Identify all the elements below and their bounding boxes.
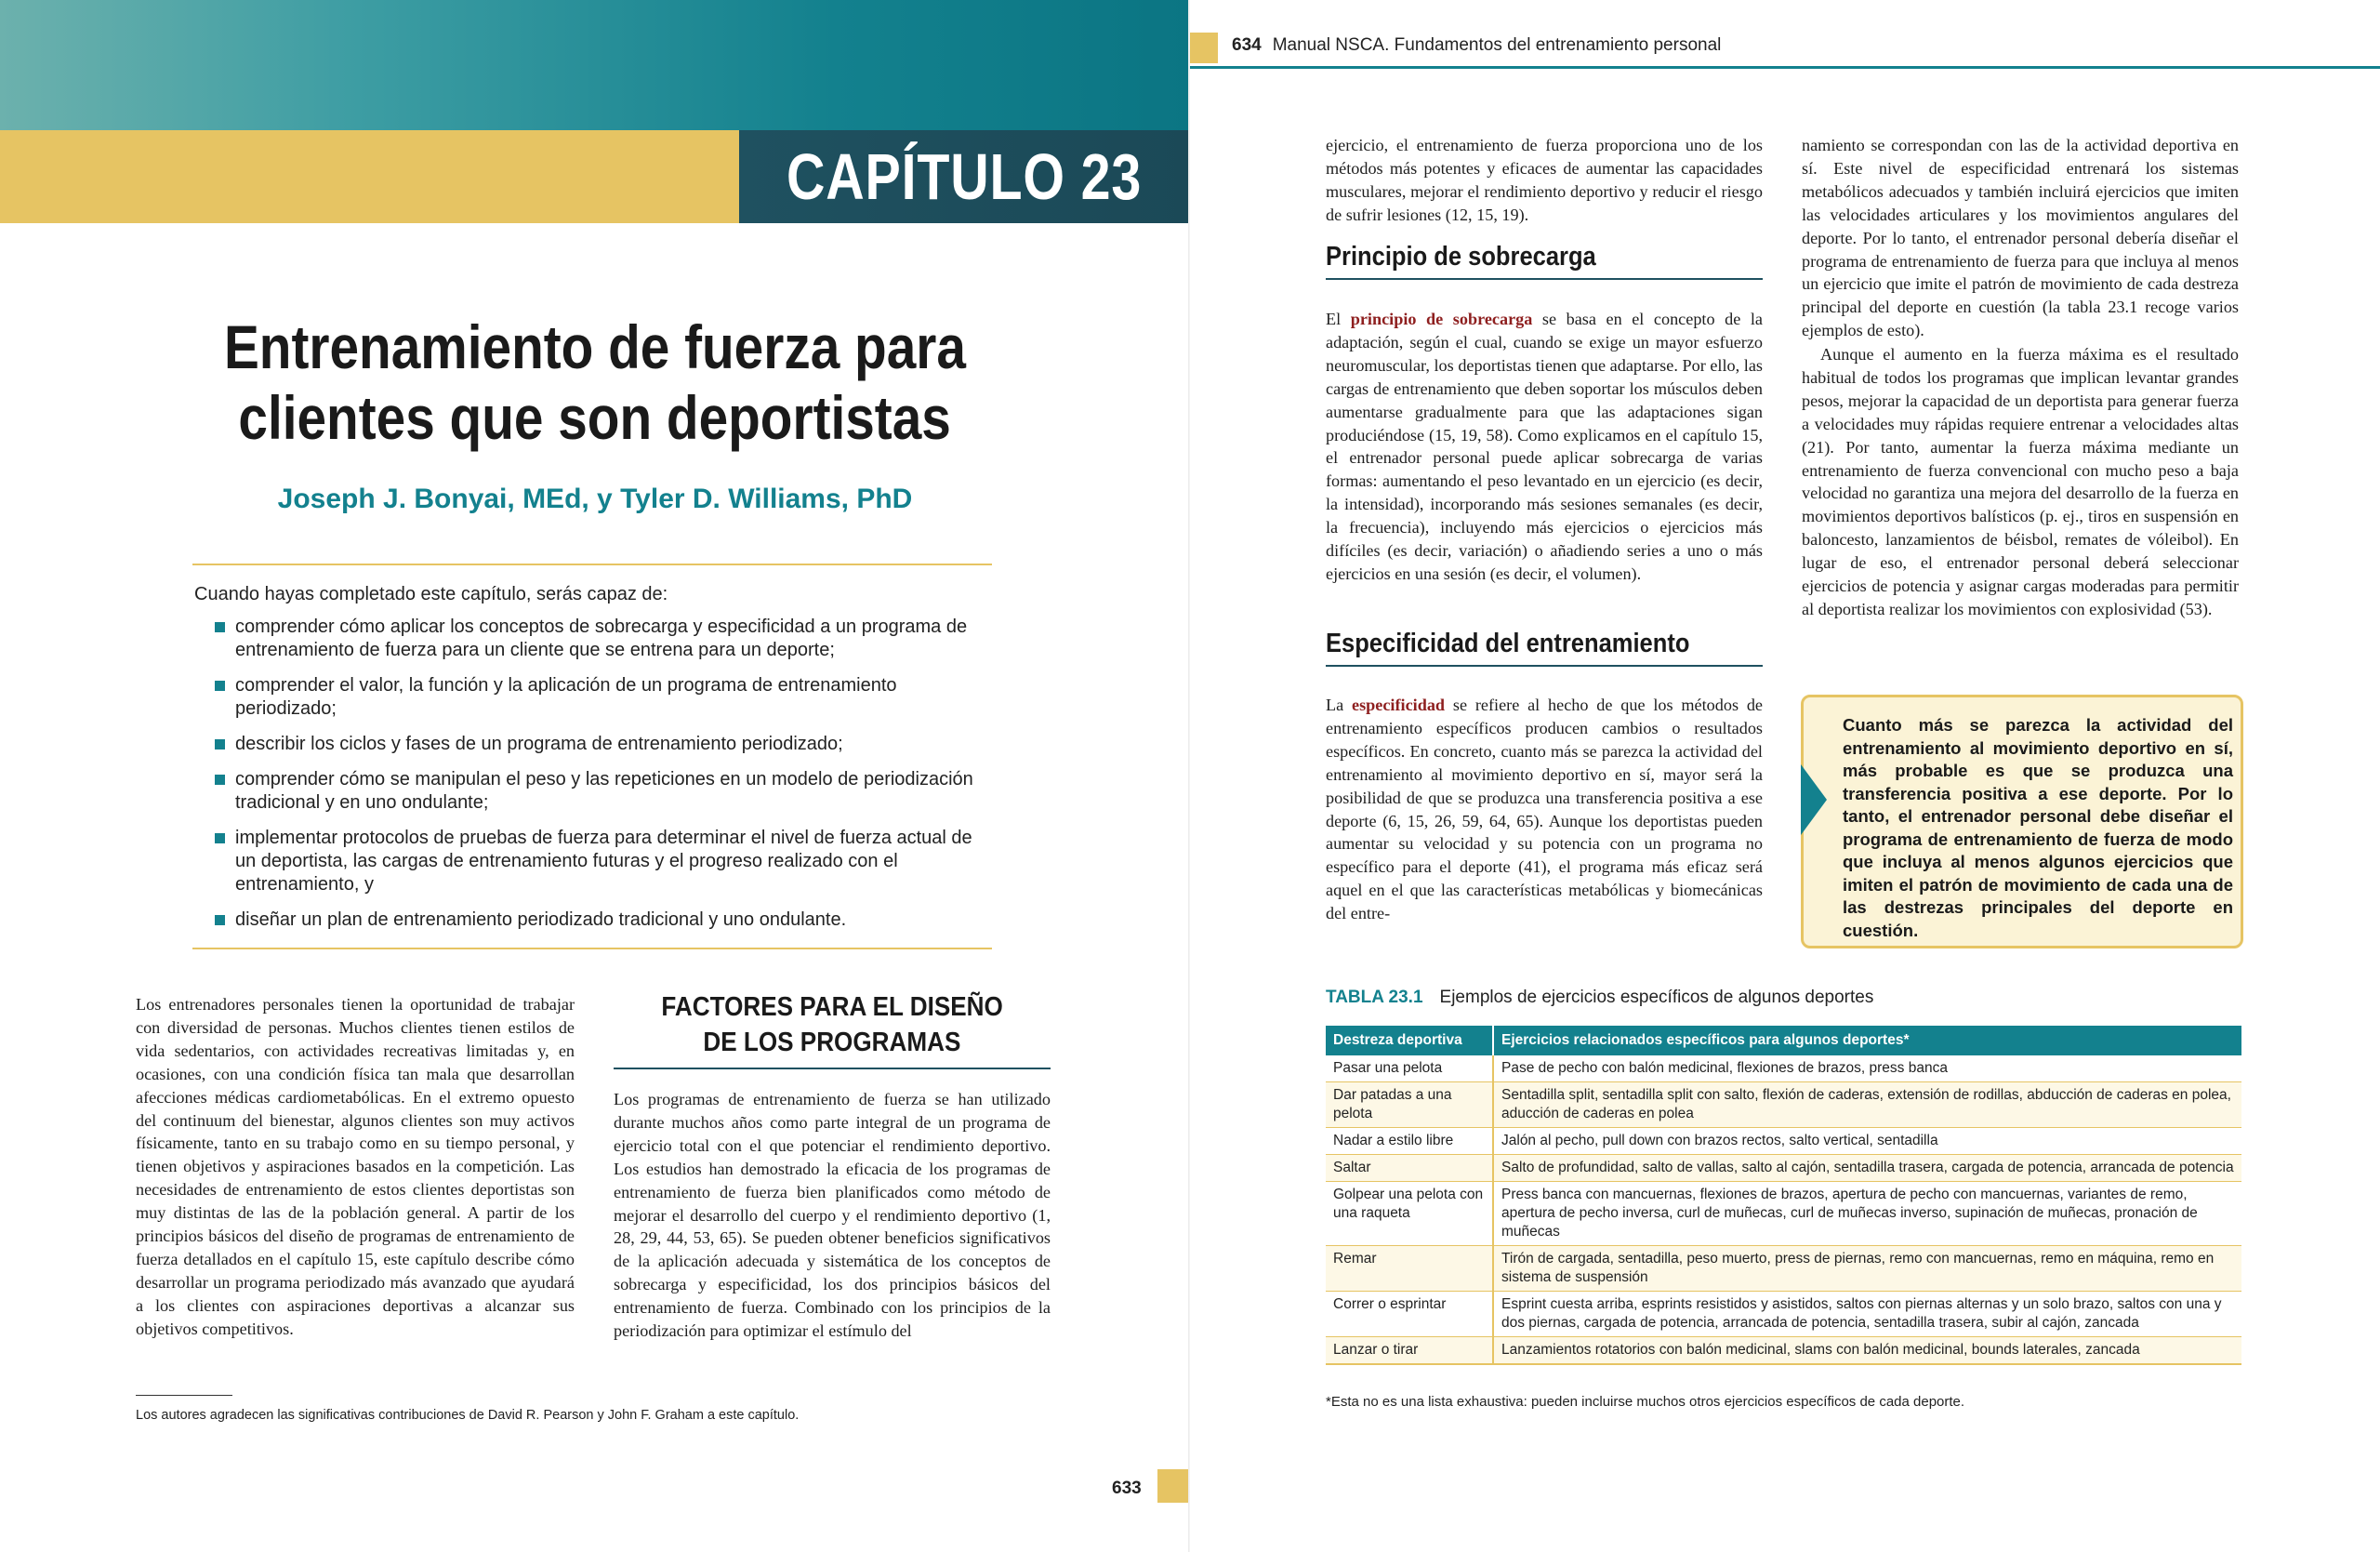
objective-item: comprender el valor, la función y la aplicación de un programa de entrenamiento periodizado;	[192, 674, 992, 721]
running-head	[1232, 35, 1721, 56]
table-cell-skill: Lanzar o tirar	[1326, 1337, 1493, 1365]
specificity-heading-text: Especificidad del entrenamiento	[1326, 629, 1690, 658]
table-cell-exercises: Salto de profundidad, salto de vallas, salto al cajón, sentadilla trasera, cargada de potencia, arrancada de potencia	[1493, 1155, 2241, 1182]
objectives-list	[192, 616, 992, 932]
specificity-paragraph	[1326, 694, 1763, 925]
table-cell-exercises: Esprint cuesta arriba, esprints resistidos y asistidos, saltos con piernas alternas y un solo brazo, saltos con una y dos piernas, cargada de potencia, arrancada de potencia, sentadilla trasera, subir al cajón, zancada	[1493, 1292, 2241, 1337]
overload-post: se basa en el concepto de la adaptación, según el cual, cuando se exige un mayor esfuerzo neuromuscular, los deportistas tienen que adaptarse. Por ello, las cargas de entrenamiento que deben soportar los músculos deben aumentarse gradualmente para que las adaptaciones sigan produciéndose (15, 19, 58). Como explicamos en el capítulo 15, el entrenador personal puede aplicar sobrecarga de varias formas: aumentando el peso levantado en un ejercicio (es decir, la intensidad), incorporando más sesiones semanales (es decir, la frecuencia), incluyendo más ejercicios o ejercicios más difíciles (es decir, variación) o añadiendo series a uno o más ejercicios en una sesión (es decir, el volumen).	[1326, 310, 1763, 583]
overload-heading	[1326, 242, 1763, 280]
specificity-heading	[1326, 629, 1763, 667]
page-number-tab-left	[1157, 1469, 1190, 1503]
running-head-rule	[1190, 66, 2380, 69]
overload-paragraph	[1326, 308, 1763, 586]
callout-text: Cuanto más se parezca la actividad del entrenamiento al movimiento deportivo en sí, más probable es que se produzca una transferencia positiva a ese deporte. Por lo tanto, el entrenador personal debe diseñar el programa de entrenamiento de fuerza de modo que incluya al menos algunos ejercicios que imiten el patrón de movimiento de cada una de las destrezas principales del deporte en cuestión.	[1843, 715, 2233, 940]
table-row	[1326, 1182, 2241, 1246]
table-label: TABLA 23.1	[1326, 988, 1423, 1007]
table-cell-exercises: Press banca con mancuernas, flexiones de brazos, apertura de pecho con mancuernas, variantes de remo, apertura de pecho inversa, curl de muñecas, curl de muñecas inverso, supinación de muñecas, pronación de muñecas	[1493, 1182, 2241, 1246]
table-cell-skill: Remar	[1326, 1246, 1493, 1292]
specificity-post: se refiere al hecho de que los métodos de entrenamiento específicos producen cambios o resultados específicos. En concreto, cuanto más se parezca la actividad del entrenamiento al movimiento deportivo en sí, mayor será la posibilidad de que se produzca una transferencia positiva a ese deporte (6, 15, 26, 59, 64, 65). Aunque los deportistas pueden aumentar su velocidad y su potencia con un programa no específico para el deporte (41), el programa más eficaz será aquel en el que las características metabólicas y biomecánicas del entre-	[1326, 696, 1764, 923]
table-row	[1326, 1128, 2241, 1155]
objectives-intro: Cuando hayas completado este capítulo, serás capaz de:	[194, 584, 668, 604]
table-header-exercises: Ejercicios relacionados específicos para algunos deportes*	[1493, 1026, 2241, 1055]
col1-top-paragraph: ejercicio, el entrenamiento de fuerza proporciona uno de los métodos más potentes y eficaces de aumentar las capacidades musculares, mejorar el rendimiento deportivo y reducir el riesgo de sufrir lesiones (12, 15, 19).	[1326, 136, 1763, 224]
chapter-title	[84, 312, 1106, 453]
intro-paragraph: Los entrenadores personales tienen la oportunidad de trabajar con diversidad de personas. Muchos clientes tienen estilos de vida sedentarios, con actividades recreativas limitadas y, en ocasiones, con una condición física tan mala que desarrollan afecciones médicas cardiometabólicas. En el extremo opuesto del continuum del bienestar, algunos clientes son muy activos físicamente, tanto en su trabajo como en su tiempo personal, y tienen objetivos y aspiraciones basados en la competición. Las necesidades de entrenamiento de estos clientes deportistas son muy distintas de las de la población general. A partir de los principios básicos del diseño de programas de entrenamiento de fuerza detallados en el capítulo 15, este capítulo describe cómo desarrollar un programa periodizado más avanzado que ayudará a los clientes con aspiraciones deportivas a alcanzar sus objetivos competitivos.	[136, 995, 575, 1338]
header-band-gold	[0, 130, 739, 223]
chapter-title-line2: clientes que son deportistas	[238, 383, 952, 452]
factors-paragraph: Los programas de entrenamiento de fuerza se han utilizado durante muchos años como parte integral de un programa de ejercicio total con el que potenciar el rendimiento deportivo. Los estudios han demostrado la eficacia de los programas de entrenamiento de fuerza bien planificados como método de mejorar el desarrollo del cuerpo y el rendimiento deportivo (1, 28, 29, 44, 53, 65). Se pueden obtener beneficios significativos de la aplicación adecuada y sistemática de los conceptos de sobrecarga y especificidad, los dos principios básicos del entrenamiento de fuerza. Combinado con los principios de la periodización para optimizar el estímulo del	[614, 1090, 1051, 1341]
specificity-pre: La	[1326, 696, 1353, 714]
objective-item: describir los ciclos y fases de un programa de entrenamiento periodizado;	[192, 733, 992, 756]
factors-heading-line2: DE LOS PROGRAMAS	[703, 1028, 961, 1057]
col2-paragraph-1: namiento se correspondan con las de la actividad deportiva en sí. Este nivel de especificidad entrenará los sistemas metabólicos adecuados y también incluirá ejercicios que imiten las velocidades articulares y los movimientos angulares del deporte. Por lo tanto, el entrenador personal debería diseñar el programa de entrenamiento de fuerza para que incluya al menos un ejercicio que imite el patrón de movimiento de cada destreza principal del deporte en cuestión (la tabla 23.1 recoge varios ejemplos de esto).	[1802, 136, 2239, 340]
page-number-right: 634	[1232, 35, 1262, 55]
table-header-skill: Destreza deportiva	[1326, 1026, 1493, 1055]
table-cell-skill: Nadar a estilo libre	[1326, 1128, 1493, 1155]
chapter-label-box	[739, 130, 1190, 223]
table-row	[1326, 1055, 2241, 1082]
table-cell-skill: Pasar una pelota	[1326, 1055, 1493, 1082]
overload-pre: El	[1326, 310, 1351, 328]
table-header-row	[1326, 1026, 2241, 1055]
table-cell-skill: Correr o esprintar	[1326, 1292, 1493, 1337]
specificity-term: especificidad	[1352, 696, 1446, 714]
footnote: Los autores agradecen las significativas contribuciones de David R. Pearson y John F. Graham a este capítulo.	[136, 1408, 800, 1423]
objective-item: diseñar un plan de entrenamiento periodizado tradicional y uno ondulante.	[192, 909, 992, 932]
overload-heading-text: Principio de sobrecarga	[1326, 242, 1596, 272]
table-cell-skill: Dar patadas a una pelota	[1326, 1082, 1493, 1128]
table-cell-exercises: Tirón de cargada, sentadilla, peso muerto, press de piernas, remo con mancuernas, remo en máquina, remo en sistema de suspensión	[1493, 1246, 2241, 1292]
header-band-teal	[0, 0, 1190, 130]
page-number-left: 633	[1112, 1479, 1142, 1498]
table-cell-skill: Golpear una pelota con una raqueta	[1326, 1182, 1493, 1246]
page-number-tab-right	[1190, 33, 1218, 63]
chapter-authors: Joseph J. Bonyai, MEd, y Tyler D. Williams, PhD	[277, 484, 913, 514]
table-row	[1326, 1337, 2241, 1365]
table-cell-exercises: Lanzamientos rotatorios con balón medicinal, slams con balón medicinal, bounds laterales, zancada	[1493, 1337, 2241, 1365]
learning-objectives	[192, 564, 992, 949]
factors-heading-line1: FACTORES PARA EL DISEÑO	[661, 992, 1003, 1022]
table-caption-text: Ejemplos de ejercicios específicos de algunos deportes	[1439, 988, 1874, 1007]
table-cell-exercises: Jalón al pecho, pull down con brazos rectos, salto vertical, sentadilla	[1493, 1128, 2241, 1155]
callout-arrow-icon	[1801, 764, 1827, 835]
table-row	[1326, 1246, 2241, 1292]
right-page	[1190, 0, 2380, 1552]
table-caption	[1326, 988, 1873, 1008]
table-row	[1326, 1155, 2241, 1182]
table-cell-skill: Saltar	[1326, 1155, 1493, 1182]
key-point-callout	[1801, 695, 2243, 948]
factors-heading	[614, 989, 1051, 1069]
table-row	[1326, 1082, 2241, 1128]
chapter-title-line1: Entrenamiento de fuerza para	[224, 312, 966, 381]
objective-item: comprender cómo aplicar los conceptos de sobrecarga y especificidad a un programa de entrenamiento de fuerza para un cliente que se entrena para un deporte;	[192, 616, 992, 662]
col2-paragraph-2: Aunque el aumento en la fuerza máxima es el resultado habitual de todos los programas que implican levantar grandes pesos, mejorar la capacidad de un deportista para generar fuerza a velocidades muy rápidas requiere entrenar a velocidades altas (21). Por tanto, aumentar la fuerza máxima mediante un entrenamiento de fuerza convencional con mucho peso a baja velocidad no garantiza una mejora del desarrollo de la fuerza en movimientos deportivos balísticos (p. ej., tiros en suspensión en baloncesto, lanzamientos de béisbol, remates de vóleibol). En lugar de eso, el entrenador personal deberá seleccionar ejercicios de potencia y asignar cargas moderadas para permitir al deportista realizar los movimientos con explosividad (53).	[1802, 345, 2239, 618]
table-note: *Esta no es una lista exhaustiva: pueden incluirse muchos otros ejercicios específicos de cada deporte.	[1326, 1394, 1965, 1410]
objective-item: comprender cómo se manipulan el peso y las repeticiones en un modelo de periodización tradicional y en uno ondulante;	[192, 768, 992, 815]
footnote-rule	[136, 1395, 232, 1396]
chapter-label: CAPÍTULO 23	[787, 140, 1143, 213]
running-head-title: Manual NSCA. Fundamentos del entrenamiento personal	[1272, 35, 1722, 55]
exercises-table	[1326, 1026, 2241, 1365]
overload-term: principio de sobrecarga	[1350, 310, 1533, 328]
table-cell-exercises: Pase de pecho con balón medicinal, flexiones de brazos, press banca	[1493, 1055, 2241, 1082]
table-row	[1326, 1292, 2241, 1337]
table-cell-exercises: Sentadilla split, sentadilla split con salto, flexión de caderas, extensión de rodillas, abducción de caderas en polea, aducción de caderas en polea	[1493, 1082, 2241, 1128]
objective-item: implementar protocolos de pruebas de fuerza para determinar el nivel de fuerza actual de un deportista, las cargas de entrenamiento futuras y el progreso realizado con el entrenamiento, y	[192, 827, 992, 896]
